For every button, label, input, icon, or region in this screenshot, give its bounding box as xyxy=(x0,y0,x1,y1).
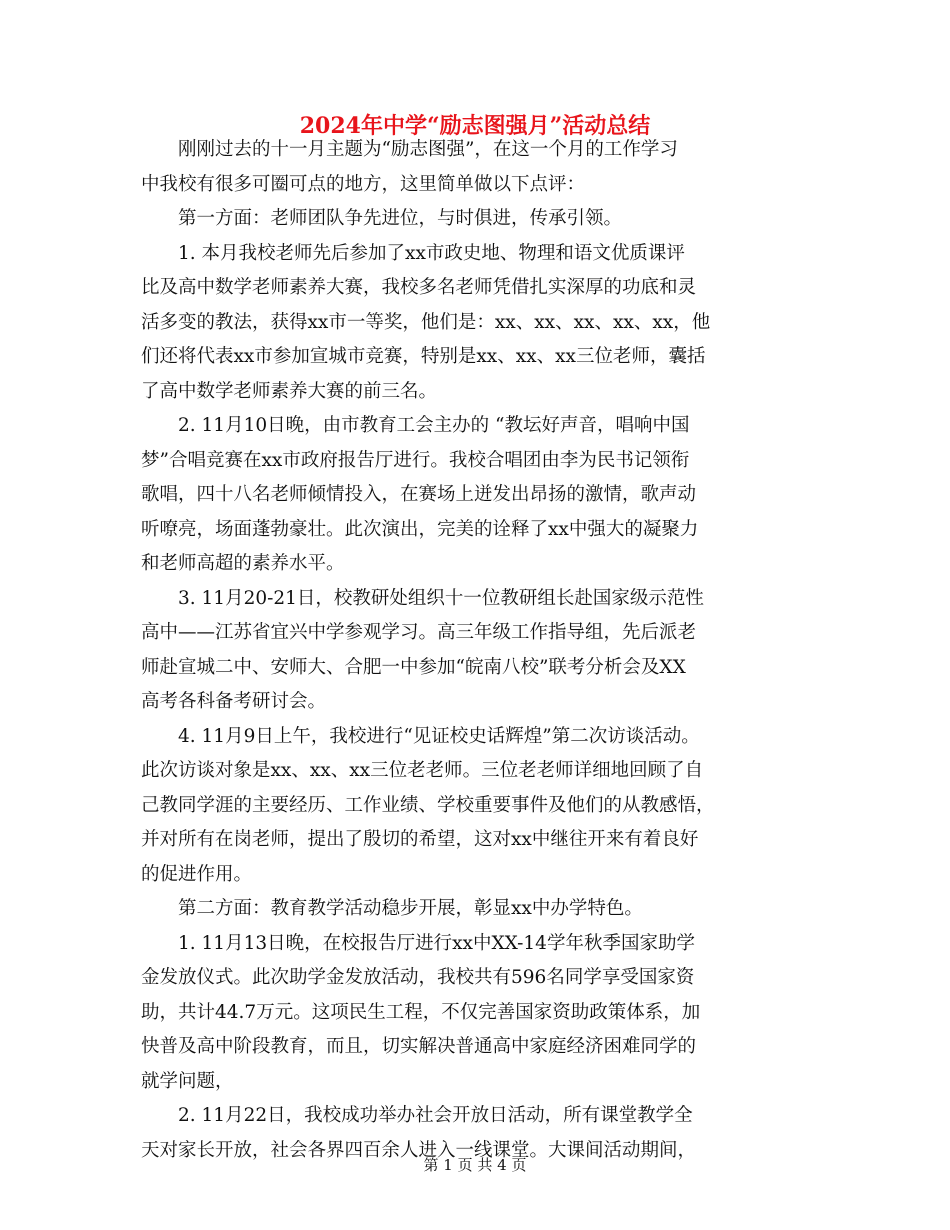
text-line: 听嘹亮，场面蓬勃豪壮。此次演出，完美的诠释了xx中强大的凝聚力 xyxy=(141,518,699,540)
text-line: 中我校有很多可圈可点的地方，这里简单做以下点评： xyxy=(141,173,586,195)
text-line: 刚刚过去的十一月主题为“励志图强”，在这一个月的工作学习 xyxy=(178,139,678,160)
text-line: 们还将代表xx市参加宣城市竞赛，特别是xx、xx、xx三位老师，囊括 xyxy=(141,346,706,367)
text-line: 高中——江苏省宜兴中学参观学习。高三年级工作指导组，先后派老 xyxy=(141,622,697,643)
text-line: 就学问题， xyxy=(141,1070,234,1092)
page-footer: 第 1 页 共 4 页 xyxy=(423,1156,527,1174)
text-line: 第一方面：老师团队争先进位，与时俱进，传承引领。 xyxy=(178,208,623,229)
text-line: 3. 11月20-21日，校教研处组织十一位教研组长赴国家级示范性 xyxy=(178,587,704,609)
text-line: 此次访谈对象是xx、xx、xx三位老老师。三位老老师详细地回顾了自 xyxy=(141,760,704,781)
text-line: 歌唱，四十八名老师倾情投入，在赛场上迸发出昂扬的激情，歌声动 xyxy=(141,484,697,505)
document-body xyxy=(141,133,831,1168)
text-line: 快普及高中阶段教育，而且，切实解决普通高中家庭经济困难同学的 xyxy=(141,1036,697,1057)
text-line: 第二方面：教育教学活动稳步开展，彰显xx中办学特色。 xyxy=(178,898,643,919)
text-line: 了高中数学老师素养大赛的前三名。 xyxy=(141,380,438,402)
text-line: 2. 11月22日，我校成功举办社会开放日活动，所有课堂教学全 xyxy=(178,1105,693,1126)
text-line: 梦”合唱竞赛在xx市政府报告厅进行。我校合唱团由李为民书记领衔 xyxy=(141,449,690,471)
text-line: 和老师高超的素养水平。 xyxy=(141,553,345,574)
text-line: 的促进作用。 xyxy=(141,863,253,885)
text-line: 2. 11月10日晚，由市教育工会主办的 “教坛好声音，唱响中国 xyxy=(178,415,690,436)
text-line: 助，共计44.7万元。这项民生工程，不仅完善国家资助政策体系，加 xyxy=(141,1001,701,1023)
text-line: 金发放仪式。此次助学金发放活动，我校共有596名同学享受国家资 xyxy=(141,967,695,988)
text-line: 4. 11月9日上午，我校进行“见证校史话辉煌”第二次访谈活动。 xyxy=(178,725,700,747)
text-line: 并对所有在岗老师，提出了殷切的希望，这对xx中继往开来有着良好 xyxy=(141,829,699,850)
text-line: 己教同学涯的主要经历、工作业绩、学校重要事件及他们的从教感悟， xyxy=(141,794,715,816)
text-line: 高考各科备考研讨会。 xyxy=(141,691,327,712)
text-line: 活多变的教法，获得xx市一等奖，他们是：xx、xx、xx、xx、xx，他 xyxy=(141,311,711,333)
text-line: 1. 本月我校老师先后参加了xx市政史地、物理和语文优质课评 xyxy=(178,242,685,264)
text-line: 1. 11月13日晚，在校报告厅进行xx中XX-14学年秋季国家助学 xyxy=(178,932,695,954)
text-line: 比及高中数学老师素养大赛，我校多名老师凭借扎实深厚的功底和灵 xyxy=(141,277,697,298)
text-line: 天对家长开放，社会各界四百余人进入一线课堂。大课间活动期间， xyxy=(141,1139,697,1161)
document-title: 2024年中学“励志图强月”活动总结 xyxy=(299,113,651,139)
text-line: 师赴宣城二中、安师大、合肥一中参加“皖南八校”联考分析会及XX xyxy=(141,656,686,678)
